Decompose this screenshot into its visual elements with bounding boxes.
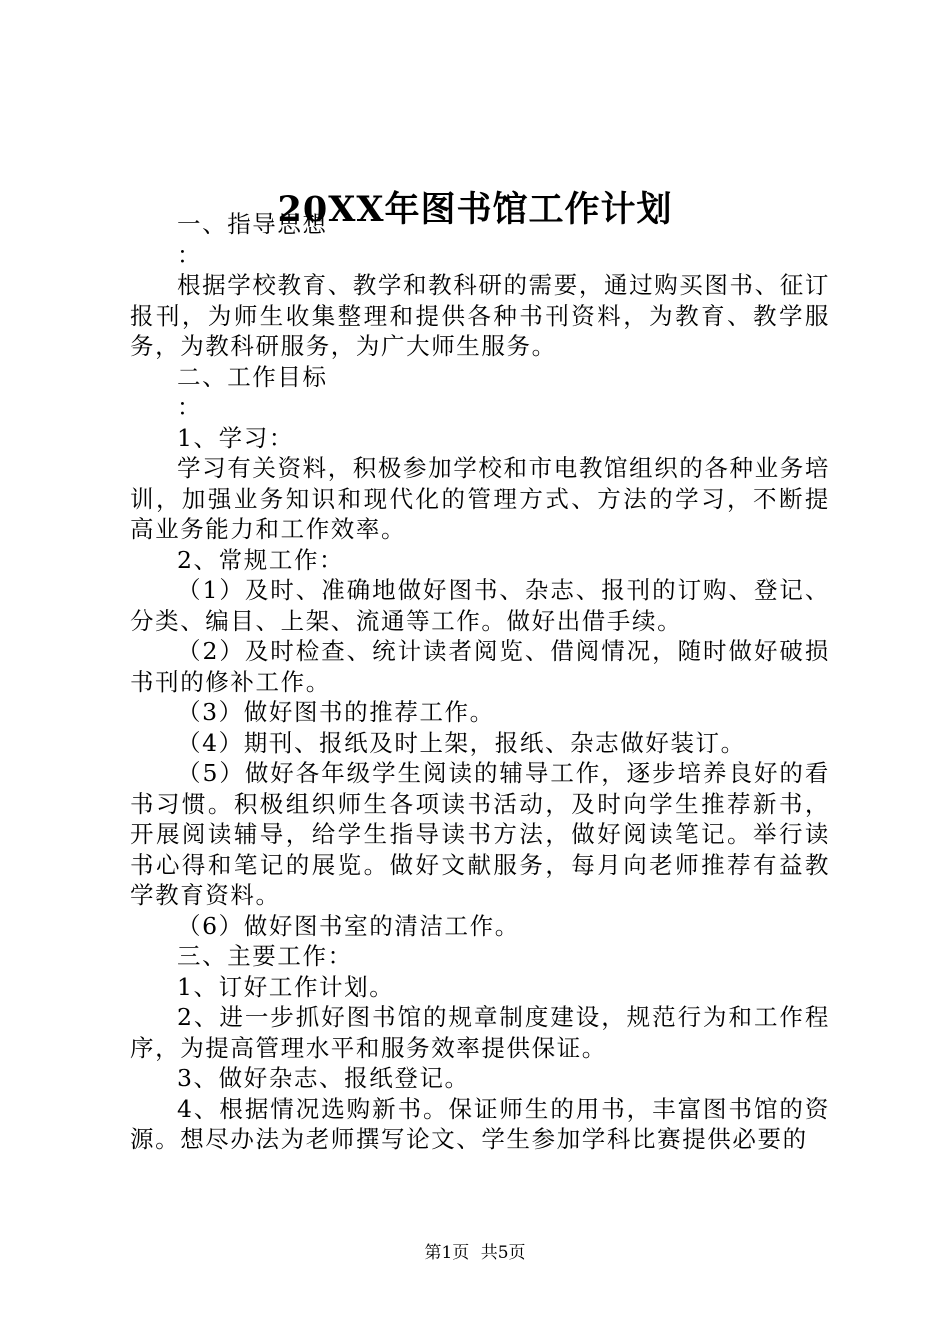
list-item-main-2: 2、进一步抓好图书馆的规章制度建设，规范行为和工作程序，为提高管理水平和服务效率提供保证。 (130, 1003, 830, 1062)
list-item-main-1: 1、订好工作计划。 (177, 972, 395, 1001)
subheading-study: 1、学习： (177, 423, 294, 452)
colon-line: ： (177, 240, 203, 269)
page-number: 第1页 (424, 1243, 470, 1263)
page-footer (0, 1242, 950, 1264)
page-total: 共5页 (480, 1243, 526, 1263)
list-item-main-3: 3、做好杂志、报纸登记。 (177, 1064, 470, 1092)
list-item-routine-6: （6）做好图书室的清洁工作。 (177, 911, 520, 940)
section-heading-guiding-thought: 一、指导思想 (177, 210, 328, 238)
colon-line: ： (177, 393, 203, 421)
list-item-routine-1: （1）及时、准确地做好图书、杂志、报刊的订购、登记、分类、编目、上架、流通等工作。做好出借手续。 (130, 576, 830, 635)
document-body (130, 209, 830, 1155)
document-title: 20XX年图书馆工作计划 (277, 189, 673, 230)
subheading-routine-work: 2、常规工作： (177, 545, 345, 574)
list-item-main-4: 4、根据情况选购新书。保证师生的用书，丰富图书馆的资源。想尽办法为老师撰写论文、学生参加学科比赛提供必要的 (130, 1094, 830, 1153)
section-heading-work-goals: 二、工作目标 (177, 362, 328, 391)
list-item-routine-3: （3）做好图书的推荐工作。 (177, 698, 495, 726)
list-item-routine-2: （2）及时检查、统计读者阅览、借阅情况，随时做好破损书刊的修补工作。 (130, 637, 830, 696)
list-item-routine-4: （4）期刊、报纸及时上架，报纸、杂志做好装订。 (177, 728, 746, 757)
paragraph-purpose: 根据学校教育、教学和教科研的需要，通过购买图书、征订报刊，为师生收集整理和提供各种书刊资料，为教育、教学服务，为教科研服务，为广大师生服务。 (130, 271, 830, 360)
list-item-routine-5: （5）做好各年级学生阅读的辅导工作，逐步培养良好的看书习惯。积极组织师生各项读书活动，及时向学生推荐新书，开展阅读辅导，给学生指导读书方法，做好阅读笔记。举行读书心得和笔记的展览。做好文献服务，每月向老师推荐有益教学教育资料。 (130, 759, 830, 909)
section-heading-main-work: 三、主要工作： (177, 942, 353, 970)
paragraph-study: 学习有关资料，积极参加学校和市电教馆组织的各种业务培训，加强业务知识和现代化的管理方式、方法的学习，不断提高业务能力和工作效率。 (130, 454, 830, 543)
